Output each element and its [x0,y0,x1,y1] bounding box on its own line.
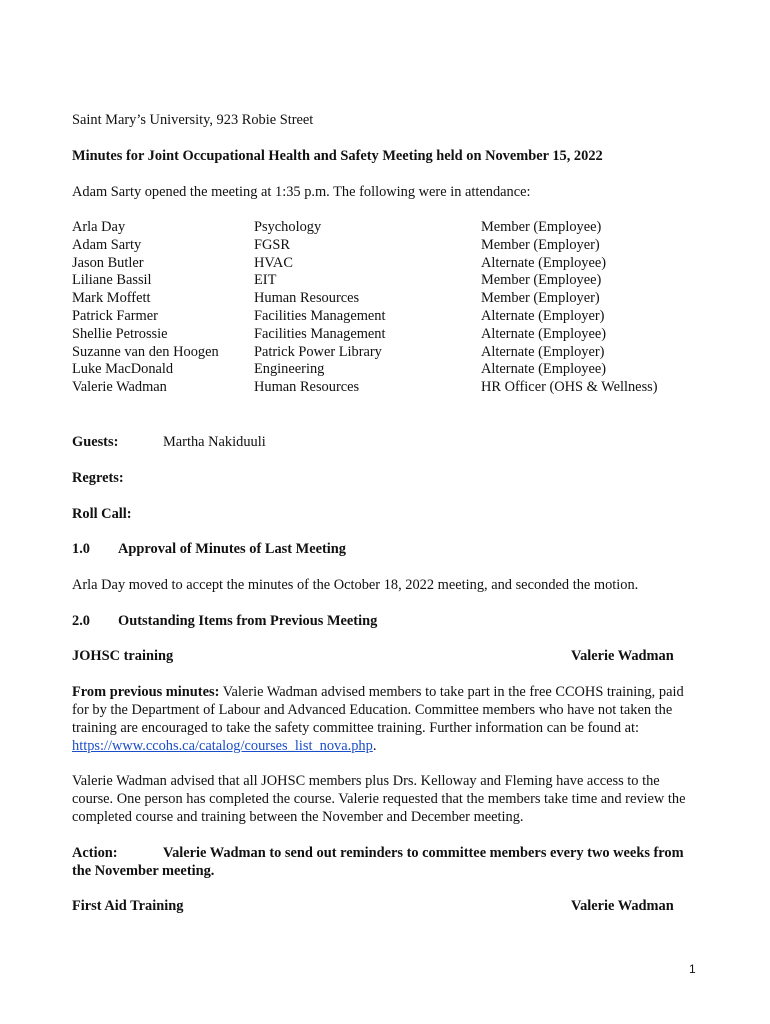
roll-call-label: Roll Call: [72,506,132,522]
section-1-text: Arla Day moved to accept the minutes of the October 18, 2022 meeting, and seconded the motion. [72,577,639,593]
attendance-row [72,255,692,273]
attendee-name: Mark Moffett [72,290,151,307]
attendee-name: Shellie Petrossie [72,325,168,342]
attendee-role: Member (Employer) [481,236,600,253]
attendee-role: Alternate (Employer) [481,307,605,324]
opening-statement: Adam Sarty opened the meeting at 1:35 p.m. The following were in attendance: [72,184,531,200]
attendance-row [72,290,692,308]
attendee-name: Adam Sarty [72,236,142,253]
johsc-training-title: JOHSC training [72,648,174,664]
first-aid-title: First Aid Training [72,898,184,914]
attendee-department: Patrick Power Library [254,343,382,360]
section-1-number: 1.0 [72,541,90,557]
attendee-department: FGSR [254,236,290,253]
attendee-role: HR Officer (OHS & Wellness) [481,379,658,396]
link-suffix: . [372,738,377,754]
attendee-department: Human Resources [254,379,360,396]
attendance-row [72,326,692,344]
action-label: Action: [72,845,118,861]
attendance-row [72,219,692,237]
attendance-row [72,308,692,326]
attendee-name: Suzanne van den Hoogen [72,343,219,360]
attendance-row [72,379,692,397]
attendee-department: Human Resources [254,290,360,307]
attendee-name: Patrick Farmer [72,307,158,324]
attendance-list [72,219,692,397]
attendance-row [72,361,692,379]
attendee-name: Arla Day [72,219,126,235]
attendee-department: HVAC [254,254,293,271]
attendee-role: Alternate (Employee) [481,254,607,271]
attendee-name: Luke MacDonald [72,361,174,378]
attendee-department: Facilities Management [254,325,386,342]
attendee-department: Facilities Management [254,307,386,324]
guests-value: Martha Nakiduuli [163,434,266,450]
address-line: Saint Mary’s University, 923 Robie Street [72,112,314,128]
attendee-name: Valerie Wadman [72,379,167,396]
section-2-number: 2.0 [72,613,90,629]
page-number: 1 [689,962,696,976]
guests-label: Guests: [72,434,119,450]
ccohs-course-link[interactable]: https://www.ccohs.ca/catalog/courses_list_nova.php [72,738,373,754]
attendee-role: Member (Employee) [481,272,602,289]
section-2-heading [72,612,377,630]
attendee-name: Liliane Bassil [72,272,152,289]
previous-minutes-text: Valerie Wadman advised members to take part in the free CCOHS training, paid for by the Department of Labour and Advanced Education. Committee members who have not taken the training are encouraged to take the safety committee training. Further information can be found at: [72,684,684,736]
attendee-department: Engineering [254,361,325,378]
johsc-action [72,844,698,880]
regrets-label: Regrets: [72,470,124,486]
attendee-role: Alternate (Employer) [481,343,605,360]
johsc-paragraph-2: Valerie Wadman advised that all JOHSC members plus Drs. Kelloway and Fleming have access to the course. One person has completed the course. Valerie requested that the members take time and review the completed course and training between the November and December meeting. [72,773,686,825]
previous-minutes-label: From previous minutes: [72,684,220,700]
attendee-role: Alternate (Employee) [481,361,607,378]
action-text: Valerie Wadman to send out reminders to committee members every two weeks from the November meeting. [72,845,684,879]
document-title: Minutes for Joint Occupational Health and Safety Meeting held on November 15, 2022 [72,148,603,164]
attendance-row [72,344,692,362]
attendee-name: Jason Butler [72,254,144,271]
attendee-department: EIT [254,272,277,289]
section-1-title: Approval of Minutes of Last Meeting [118,541,346,557]
attendee-role: Member (Employee) [481,219,602,235]
first-aid-owner: Valerie Wadman [571,898,674,914]
johsc-previous-minutes [72,683,698,755]
attendee-role: Member (Employer) [481,290,600,307]
attendance-row [72,272,692,290]
attendance-row [72,237,692,255]
attendee-department: Psychology [254,219,322,235]
attendee-role: Alternate (Employee) [481,325,607,342]
section-2-title: Outstanding Items from Previous Meeting [118,613,378,629]
johsc-training-owner: Valerie Wadman [571,648,674,664]
section-1-heading [72,540,346,558]
